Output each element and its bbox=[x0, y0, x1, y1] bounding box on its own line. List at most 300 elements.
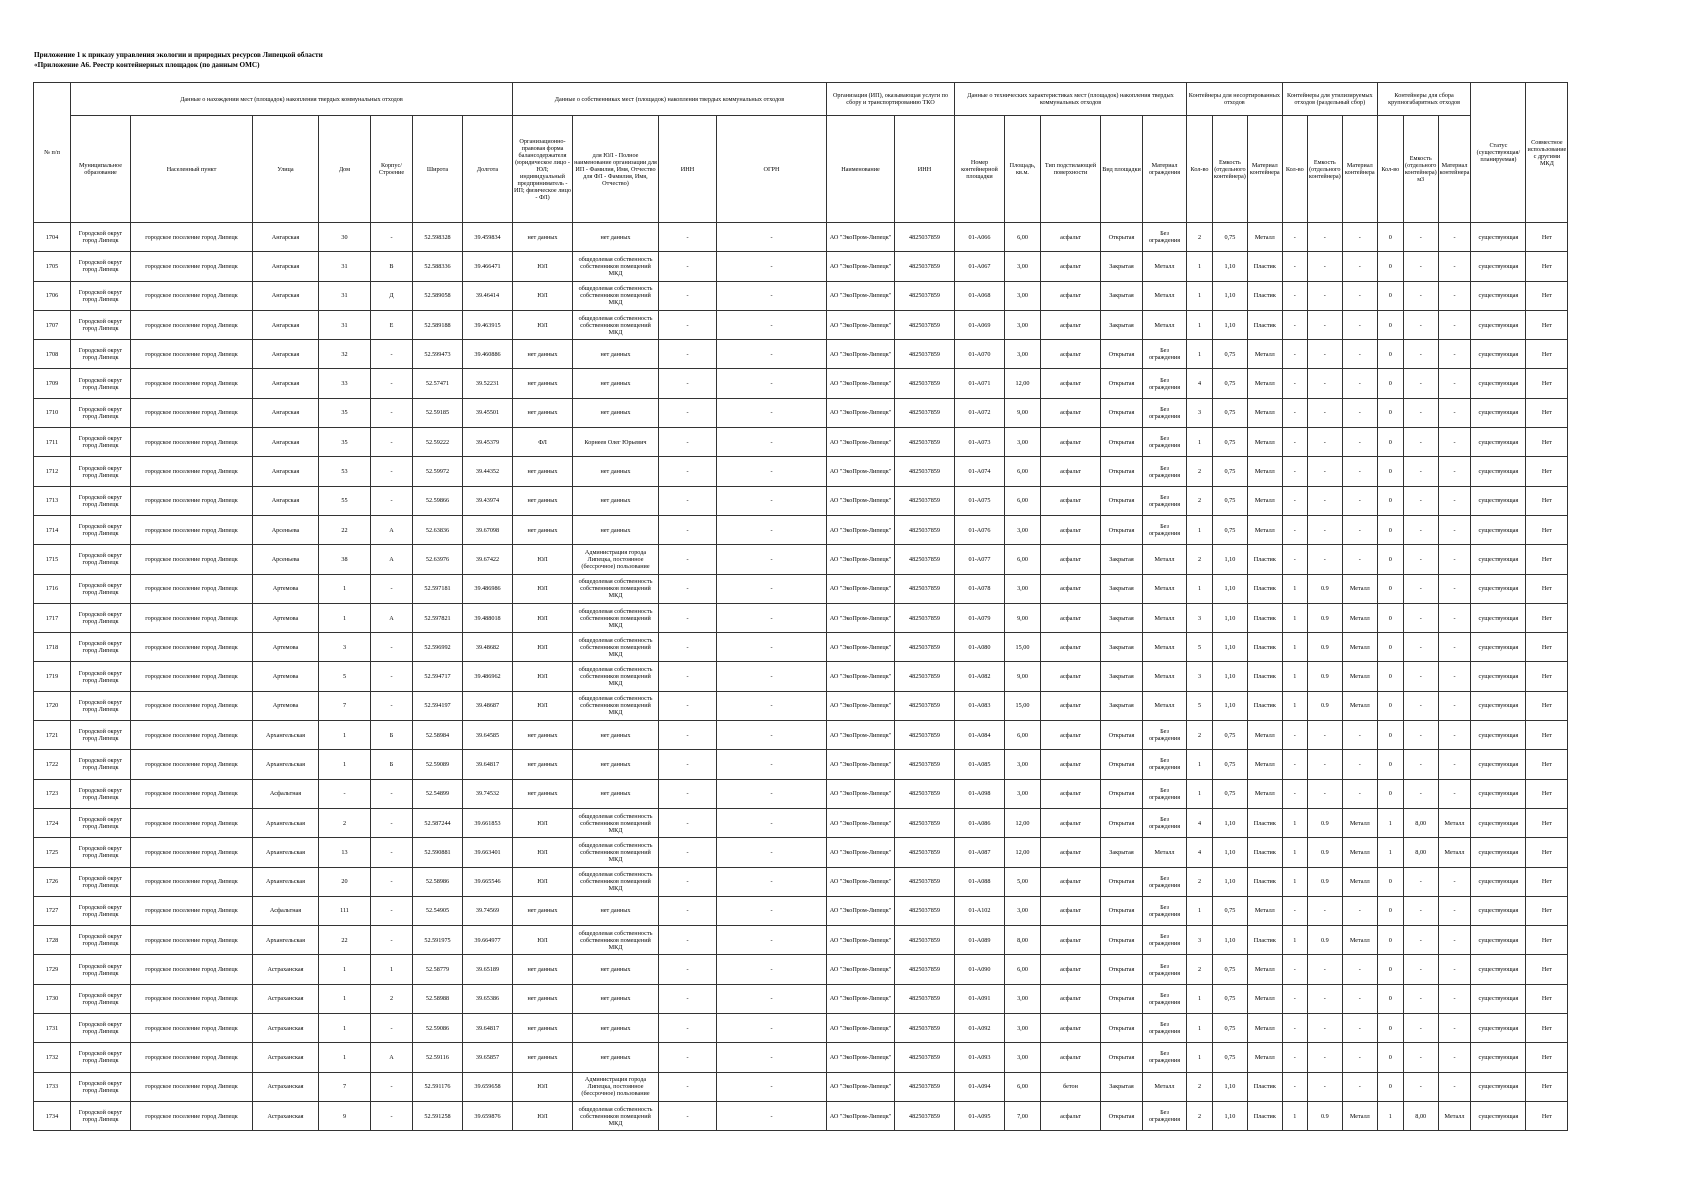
cell-text: 0,75 bbox=[1224, 1024, 1236, 1032]
table-cell bbox=[71, 545, 131, 574]
cell-text: существующая bbox=[1478, 643, 1519, 651]
cell-text: 2 bbox=[1197, 731, 1202, 739]
cell-text: 1730 bbox=[45, 995, 59, 1003]
cell-text: 1 bbox=[1197, 321, 1202, 329]
table-cell bbox=[319, 721, 371, 750]
cell-text: Нет bbox=[1541, 555, 1552, 563]
table-cell bbox=[1247, 310, 1282, 339]
cell-text: 3 bbox=[1197, 936, 1202, 944]
table-cell bbox=[71, 662, 131, 691]
table-cell bbox=[371, 603, 413, 632]
table-cell bbox=[413, 808, 463, 837]
cell-text: Городской округ город Липецк bbox=[78, 493, 123, 508]
cell-text: 0 bbox=[1388, 585, 1392, 593]
cell-text: - bbox=[770, 468, 773, 476]
table-row bbox=[34, 281, 1568, 310]
cell-text: Пластик bbox=[1253, 643, 1276, 651]
cell-text: городское поселение город Липецк bbox=[145, 438, 238, 446]
cell-text: асфальт bbox=[1060, 995, 1081, 1003]
cell-text: - bbox=[1323, 409, 1326, 417]
table-cell bbox=[1187, 808, 1213, 837]
cell-text: АО "ЭкоПром-Липецк" bbox=[829, 438, 892, 446]
cell-text: асфальт bbox=[1060, 468, 1081, 476]
table-cell bbox=[1403, 1101, 1438, 1130]
group-bulky: Контейнеры для сбора крупногабаритных отходов bbox=[1377, 83, 1471, 116]
table-cell bbox=[513, 633, 573, 662]
table-cell bbox=[895, 252, 955, 281]
cell-text: Пластик bbox=[1253, 878, 1276, 886]
table-cell bbox=[1377, 984, 1403, 1013]
col-street: Улица bbox=[253, 116, 319, 223]
cell-text: 0 bbox=[1388, 790, 1392, 798]
cell-text: Нет bbox=[1541, 1083, 1552, 1091]
cell-text: Без ограждения bbox=[1148, 991, 1181, 1006]
header-line-1: Приложение 1 к приказу управления экологии и природных ресурсов Липецкой области bbox=[34, 51, 323, 59]
table-cell bbox=[1247, 867, 1282, 896]
cell-text: Металл bbox=[1154, 643, 1175, 651]
table-cell bbox=[1438, 984, 1471, 1013]
table-cell bbox=[463, 1014, 513, 1043]
table-cell bbox=[1247, 926, 1282, 955]
cell-text: Металл bbox=[1349, 643, 1370, 651]
table-cell bbox=[1307, 1101, 1342, 1130]
cell-text: 01-А068 bbox=[968, 292, 991, 300]
table-cell bbox=[513, 223, 573, 252]
table-cell bbox=[1187, 369, 1213, 398]
table-cell bbox=[1187, 252, 1213, 281]
cell-text: общедолевая собственность собственников помещений МКД bbox=[578, 841, 653, 863]
cell-text: существующая bbox=[1478, 468, 1519, 476]
cell-text: Открытая bbox=[1108, 468, 1135, 476]
cell-text: 1713 bbox=[45, 497, 59, 505]
table-cell bbox=[1247, 486, 1282, 515]
table-cell bbox=[827, 955, 895, 984]
table-cell bbox=[1213, 603, 1248, 632]
cell-text: - bbox=[1358, 350, 1361, 358]
cell-text: 01-А083 bbox=[968, 702, 991, 710]
cell-text: - bbox=[1323, 321, 1326, 329]
table-cell bbox=[827, 838, 895, 867]
cell-text: общедолевая собственность собственников помещений МКД bbox=[578, 666, 653, 688]
table-cell bbox=[1342, 515, 1377, 544]
cell-text: Нет bbox=[1541, 497, 1552, 505]
table-cell bbox=[1471, 1043, 1526, 1072]
table-cell bbox=[1377, 838, 1403, 867]
cell-text: 1724 bbox=[45, 819, 59, 827]
cell-text: АО "ЭкоПром-Липецк" bbox=[829, 643, 892, 651]
table-cell bbox=[1101, 223, 1143, 252]
cell-text: нет данных bbox=[600, 731, 631, 739]
table-cell bbox=[1377, 808, 1403, 837]
table-cell bbox=[71, 428, 131, 457]
cell-text: - bbox=[770, 526, 773, 534]
cell-text: 2 bbox=[342, 819, 347, 827]
table-cell bbox=[955, 281, 1005, 310]
table-cell bbox=[1282, 398, 1307, 427]
table-cell bbox=[1438, 721, 1471, 750]
table-cell bbox=[1143, 721, 1187, 750]
cell-text: Металл bbox=[1349, 819, 1370, 827]
table-cell bbox=[1005, 721, 1041, 750]
cell-text: - bbox=[1293, 907, 1296, 915]
table-cell bbox=[573, 310, 659, 339]
table-cell bbox=[1247, 603, 1282, 632]
table-cell bbox=[1307, 281, 1342, 310]
cell-text: - bbox=[1323, 1024, 1326, 1032]
cell-text: 1,10 bbox=[1224, 262, 1236, 270]
table-cell bbox=[463, 867, 513, 896]
table-cell bbox=[34, 896, 71, 925]
cell-text: 0,75 bbox=[1224, 760, 1236, 768]
cell-text: асфальт bbox=[1060, 936, 1081, 944]
cell-text: нет данных bbox=[527, 526, 558, 534]
cell-text: Архангельская bbox=[266, 819, 305, 827]
table-cell bbox=[573, 867, 659, 896]
cell-text: Городской округ город Липецк bbox=[78, 874, 123, 889]
table-cell bbox=[253, 457, 319, 486]
table-cell bbox=[1471, 1101, 1526, 1130]
cell-text: - bbox=[1293, 468, 1296, 476]
cell-text: ФЛ bbox=[538, 438, 547, 446]
table-cell bbox=[1471, 984, 1526, 1013]
table-cell bbox=[1101, 1014, 1143, 1043]
cell-text: городское поселение город Липецк bbox=[145, 350, 238, 358]
col-recyclable-capacity: Емкость (отдельного контейнера) bbox=[1307, 116, 1342, 223]
cell-text: Е bbox=[389, 321, 394, 329]
table-cell bbox=[1438, 1072, 1471, 1101]
cell-text: существующая bbox=[1478, 1083, 1519, 1091]
cell-text: 01-А090 bbox=[968, 966, 991, 974]
table-cell bbox=[1471, 603, 1526, 632]
cell-text: 0 bbox=[1388, 1053, 1392, 1061]
cell-text: Открытая bbox=[1108, 1024, 1135, 1032]
cell-text: 4825037859 bbox=[909, 848, 940, 856]
table-row bbox=[34, 1043, 1568, 1072]
table-cell bbox=[463, 808, 513, 837]
cell-text: - bbox=[770, 878, 773, 886]
cell-text: - bbox=[390, 848, 393, 856]
table-row bbox=[34, 574, 1568, 603]
table-cell bbox=[1307, 310, 1342, 339]
cell-text: 1 bbox=[1197, 760, 1202, 768]
cell-text: Астраханская bbox=[267, 995, 304, 1003]
cell-text: - bbox=[686, 380, 689, 388]
cell-text: 4825037859 bbox=[909, 526, 940, 534]
cell-text: существующая bbox=[1478, 1112, 1519, 1120]
cell-text: - bbox=[1453, 790, 1456, 798]
table-cell bbox=[319, 310, 371, 339]
table-cell bbox=[1342, 838, 1377, 867]
cell-text: 5 bbox=[1197, 702, 1202, 710]
table-cell bbox=[573, 926, 659, 955]
cell-text: ЮЛ bbox=[537, 878, 548, 886]
table-cell bbox=[371, 486, 413, 515]
cell-text: городское поселение город Липецк bbox=[145, 878, 238, 886]
table-cell bbox=[463, 486, 513, 515]
cell-text: Городской округ город Липецк bbox=[78, 728, 123, 743]
cell-text: - bbox=[1453, 1083, 1456, 1091]
cell-text: Открытая bbox=[1108, 936, 1135, 944]
cell-text: городское поселение город Липецк bbox=[145, 760, 238, 768]
cell-text: 1 bbox=[1197, 262, 1202, 270]
table-cell bbox=[659, 252, 717, 281]
table-cell bbox=[1342, 1072, 1377, 1101]
cell-text: 5,00 bbox=[1017, 878, 1028, 886]
cell-text: 39.64817 bbox=[475, 1024, 500, 1032]
table-cell bbox=[319, 662, 371, 691]
table-cell bbox=[1041, 750, 1101, 779]
cell-text: 01-А098 bbox=[968, 790, 991, 798]
cell-text: 15,00 bbox=[1015, 643, 1030, 651]
cell-text: - bbox=[1453, 380, 1456, 388]
table-cell bbox=[1005, 808, 1041, 837]
cell-text: 1 bbox=[1197, 585, 1202, 593]
col-surface: Тип подстилающей поверхности bbox=[1041, 116, 1101, 223]
table-cell bbox=[1213, 310, 1248, 339]
cell-text: нет данных bbox=[527, 731, 558, 739]
table-cell bbox=[34, 545, 71, 574]
cell-text: 4825037859 bbox=[909, 614, 940, 622]
cell-text: - bbox=[1358, 1053, 1361, 1061]
table-cell bbox=[319, 1043, 371, 1072]
table-cell bbox=[955, 545, 1005, 574]
table-cell bbox=[1471, 750, 1526, 779]
cell-text: - bbox=[1453, 731, 1456, 739]
table-cell bbox=[1403, 750, 1438, 779]
cell-text: - bbox=[1293, 1053, 1296, 1061]
table-cell bbox=[71, 515, 131, 544]
cell-text: 0.9 bbox=[1320, 614, 1329, 622]
table-cell bbox=[1403, 662, 1438, 691]
cell-text: - bbox=[390, 1024, 393, 1032]
cell-text: 1,10 bbox=[1224, 643, 1236, 651]
col-unsorted-capacity: Емкость (отдельного контейнера) bbox=[1213, 116, 1248, 223]
table-cell bbox=[1377, 369, 1403, 398]
table-cell bbox=[131, 633, 253, 662]
cell-text: 1 bbox=[1293, 936, 1297, 944]
table-cell bbox=[319, 223, 371, 252]
table-cell bbox=[573, 1014, 659, 1043]
table-cell bbox=[371, 310, 413, 339]
table-cell bbox=[1307, 808, 1342, 837]
cell-text: 6,00 bbox=[1017, 731, 1028, 739]
table-cell bbox=[1282, 926, 1307, 955]
cell-text: асфальт bbox=[1060, 760, 1081, 768]
cell-text: существующая bbox=[1478, 907, 1519, 915]
cell-text: Металл bbox=[1254, 380, 1275, 388]
table-cell bbox=[573, 223, 659, 252]
cell-text: - bbox=[1453, 1053, 1456, 1061]
cell-text: Ангарская bbox=[271, 233, 300, 241]
table-cell bbox=[895, 398, 955, 427]
table-cell bbox=[513, 1043, 573, 1072]
table-cell bbox=[573, 369, 659, 398]
cell-text: - bbox=[1419, 731, 1422, 739]
table-cell bbox=[413, 867, 463, 896]
cell-text: 1733 bbox=[45, 1083, 59, 1091]
table-cell bbox=[1377, 486, 1403, 515]
table-cell bbox=[1403, 838, 1438, 867]
table-cell bbox=[573, 486, 659, 515]
cell-text: Закрытая bbox=[1109, 673, 1134, 681]
cell-text: асфальт bbox=[1060, 262, 1081, 270]
table-cell bbox=[895, 955, 955, 984]
table-row bbox=[34, 369, 1568, 398]
cell-text: 01-А069 bbox=[968, 321, 991, 329]
table-cell bbox=[1377, 1072, 1403, 1101]
table-cell bbox=[1213, 1101, 1248, 1130]
cell-text: существующая bbox=[1478, 819, 1519, 827]
cell-text: 1 bbox=[342, 585, 347, 593]
cell-text: существующая bbox=[1478, 321, 1519, 329]
table-cell bbox=[1247, 1014, 1282, 1043]
cell-text: - bbox=[1293, 380, 1296, 388]
table-cell bbox=[827, 603, 895, 632]
cell-text: АО "ЭкоПром-Липецк" bbox=[829, 702, 892, 710]
table-cell bbox=[659, 340, 717, 369]
table-cell bbox=[717, 955, 827, 984]
table-cell bbox=[513, 808, 573, 837]
table-cell bbox=[413, 750, 463, 779]
cell-text: Архангельская bbox=[266, 848, 305, 856]
table-cell bbox=[413, 281, 463, 310]
table-cell bbox=[319, 574, 371, 603]
table-row bbox=[34, 515, 1568, 544]
cell-text: 6,00 bbox=[1017, 1083, 1028, 1091]
cell-text: Пластик bbox=[1253, 1112, 1276, 1120]
cell-text: 38 bbox=[341, 555, 348, 563]
cell-text: 01-А075 bbox=[968, 497, 991, 505]
cell-text: - bbox=[686, 848, 689, 856]
cell-text: городское поселение город Липецк bbox=[145, 702, 238, 710]
table-cell bbox=[1213, 428, 1248, 457]
table-cell bbox=[1282, 750, 1307, 779]
table-cell bbox=[1526, 779, 1568, 808]
cell-text: Нет bbox=[1541, 995, 1552, 1003]
table-cell bbox=[1377, 340, 1403, 369]
table-cell bbox=[1526, 369, 1568, 398]
table-cell bbox=[1438, 633, 1471, 662]
cell-text: - bbox=[686, 731, 689, 739]
table-cell bbox=[131, 515, 253, 544]
table-cell bbox=[71, 369, 131, 398]
cell-text: 0,75 bbox=[1224, 966, 1236, 974]
cell-text: Нет bbox=[1541, 1112, 1552, 1120]
table-cell bbox=[463, 984, 513, 1013]
table-cell bbox=[827, 1101, 895, 1130]
table-cell bbox=[1438, 486, 1471, 515]
cell-text: 1,10 bbox=[1224, 1112, 1236, 1120]
table-cell bbox=[513, 838, 573, 867]
table-cell bbox=[1213, 838, 1248, 867]
cell-text: Астраханская bbox=[267, 1053, 304, 1061]
table-cell bbox=[1377, 633, 1403, 662]
cell-text: 1728 bbox=[45, 936, 59, 944]
table-cell bbox=[463, 252, 513, 281]
cell-text: 52.59185 bbox=[425, 409, 450, 417]
table-cell bbox=[659, 633, 717, 662]
cell-text: АО "ЭкоПром-Липецк" bbox=[829, 555, 892, 563]
table-cell bbox=[1143, 1101, 1187, 1130]
table-cell bbox=[131, 955, 253, 984]
cell-text: - bbox=[1358, 1024, 1361, 1032]
cell-text: - bbox=[1419, 790, 1422, 798]
cell-text: - bbox=[686, 438, 689, 446]
cell-text: Архангельская bbox=[266, 760, 305, 768]
cell-text: нет данных bbox=[600, 1053, 631, 1061]
cell-text: 0.9 bbox=[1320, 585, 1329, 593]
cell-text: асфальт bbox=[1060, 966, 1081, 974]
table-cell bbox=[34, 515, 71, 544]
table-cell bbox=[253, 838, 319, 867]
cell-text: - bbox=[686, 819, 689, 827]
col-bulky-capacity: Емкость (отдельного контейнера) м3 bbox=[1403, 116, 1438, 223]
table-cell bbox=[513, 281, 573, 310]
table-cell bbox=[955, 252, 1005, 281]
table-cell bbox=[827, 691, 895, 720]
cell-text: - bbox=[390, 643, 393, 651]
cell-text: 39.659658 bbox=[474, 1083, 501, 1091]
table-cell bbox=[717, 1101, 827, 1130]
cell-text: 0,75 bbox=[1224, 1053, 1236, 1061]
table-cell bbox=[1282, 662, 1307, 691]
cell-text: - bbox=[1419, 702, 1422, 710]
cell-text: - bbox=[770, 966, 773, 974]
cell-text: - bbox=[686, 585, 689, 593]
table-cell bbox=[895, 340, 955, 369]
cell-text: 0 bbox=[1388, 673, 1392, 681]
cell-text: 1 bbox=[1293, 673, 1297, 681]
cell-text: 15,00 bbox=[1015, 702, 1030, 710]
table-cell bbox=[131, 926, 253, 955]
table-cell bbox=[1101, 926, 1143, 955]
cell-text: нет данных bbox=[600, 526, 631, 534]
cell-text: Без ограждения bbox=[1148, 230, 1181, 245]
cell-text: Открытая bbox=[1108, 1112, 1135, 1120]
table-cell bbox=[1342, 369, 1377, 398]
cell-text: ЮЛ bbox=[537, 555, 548, 563]
table-cell bbox=[463, 398, 513, 427]
table-cell bbox=[1438, 955, 1471, 984]
table-cell bbox=[1187, 1043, 1213, 1072]
table-cell bbox=[1377, 603, 1403, 632]
cell-text: 4825037859 bbox=[909, 673, 940, 681]
table-cell bbox=[1438, 545, 1471, 574]
table-cell bbox=[1005, 428, 1041, 457]
table-cell bbox=[1247, 779, 1282, 808]
cell-text: 0 bbox=[1388, 350, 1392, 358]
table-cell bbox=[1247, 838, 1282, 867]
cell-text: Городской округ город Липецк bbox=[78, 786, 123, 801]
cell-text: нет данных bbox=[527, 1053, 558, 1061]
table-cell bbox=[1143, 984, 1187, 1013]
cell-text: - bbox=[770, 555, 773, 563]
cell-text: существующая bbox=[1478, 995, 1519, 1003]
cell-text: Городской округ город Липецк bbox=[78, 581, 123, 596]
table-cell bbox=[131, 1101, 253, 1130]
table-cell bbox=[659, 428, 717, 457]
cell-text: Астраханская bbox=[267, 1024, 304, 1032]
table-cell bbox=[1247, 398, 1282, 427]
cell-text: Пластик bbox=[1253, 321, 1276, 329]
cell-text: Металл bbox=[1254, 409, 1275, 417]
table-cell bbox=[717, 896, 827, 925]
table-cell bbox=[717, 545, 827, 574]
cell-text: - bbox=[1323, 468, 1326, 476]
table-cell bbox=[513, 926, 573, 955]
cell-text: городское поселение город Липецк bbox=[145, 614, 238, 622]
table-cell bbox=[573, 1101, 659, 1130]
